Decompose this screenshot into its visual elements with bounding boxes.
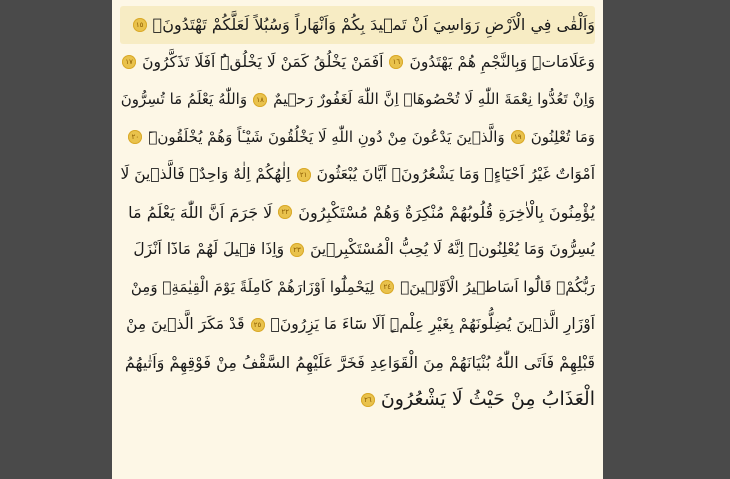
text-line[interactable] (120, 81, 595, 119)
verse-number-marker: ١٦ (389, 55, 403, 69)
verse-text: الْعَذَابُ مِنْ حَيْثُ لَا يَشْعُرُونَ (380, 388, 595, 410)
verse-number-marker: ٢٤ (380, 280, 394, 294)
verse-text: اَمْوَاتٌ غَيْرُ اَحْيَٓاءٍۚ وَمَا يَشْعُرُونَۙ اَيَّانَ يُبْعَثُونَ (316, 165, 595, 183)
verse-number-marker: ٢١ (297, 168, 311, 182)
verse-text: اِلٰهُكُمْ اِلٰهٌ وَاحِدٌۚ فَالَّذ۪ينَ لَا (120, 165, 291, 183)
verse-number-marker: ٢٣ (290, 243, 304, 257)
text-line[interactable] (120, 156, 595, 194)
text-line[interactable] (120, 269, 595, 307)
verse-number-marker: ١٨ (253, 93, 267, 107)
verse-text: اَفَمَنْ يَخْلُقُ كَمَنْ لَا يَخْلُقُۜ اَفَلَا تَذَكَّرُونَ (142, 52, 384, 71)
verse-text: يُسِرُّونَ وَمَا يُعْلِنُونَۜ اِنَّهُ لَا يُحِبُّ الْمُسْتَكْبِر۪ينَ (310, 240, 595, 258)
verse-number-marker: ١٧ (122, 55, 136, 69)
verse-text: وَمَا تُعْلِنُونَ (530, 127, 595, 146)
verse-text: اَوْزَارِ الَّذ۪ينَ يُضِلُّونَهُمْ بِغَيْرِ عِلْمٍۜ اَلَا سَٓاءَ مَا يَزِرُونَ۟ (270, 315, 595, 333)
text-line[interactable] (120, 194, 595, 232)
text-line-highlighted[interactable] (120, 6, 595, 44)
verse-text: وَاِنْ تَعُدُّوا نِعْمَةَ اللّٰهِ لَا تُحْصُوهَاۜ اِنَّ اللّٰهَ لَغَفُورٌ رَح۪يمٌ (273, 90, 595, 108)
text-line[interactable] (120, 119, 595, 157)
verse-text: وَاَلْقٰى فِي الْاَرْضِ رَوَاسِيَ اَنْ تَم۪يدَ بِكُمْ وَاَنْهَاراً وَسُبُلاً لَعَلَّكُمْ تَهْتَدُونَۙ (152, 15, 595, 34)
verse-text: لَا جَرَمَ اَنَّ اللّٰهَ يَعْلَمُ مَا (128, 202, 273, 222)
text-line[interactable] (120, 231, 595, 269)
verse-text: وَاللّٰهُ يَعْلَمُ مَا تُسِرُّونَ (120, 90, 248, 108)
verse-number-marker: ٢٥ (251, 318, 265, 332)
verse-text: وَعَلَامَاتٍۜ وَبِالنَّجْمِ هُمْ يَهْتَدُونَ (409, 52, 595, 71)
verse-text: وَاِذَا ق۪يلَ لَهُمْ مَاذَٓا اَنْزَلَ (133, 240, 285, 258)
verse-text: قَدْ مَكَرَ الَّذ۪ينَ مِنْ (126, 315, 245, 333)
verse-lines (120, 6, 595, 419)
verse-text: يُؤْمِنُونَ بِالْاٰخِرَةِ قُلُوبُهُمْ مُنْكِرَةٌ وَهُمْ مُسْتَكْبِرُونَ (298, 202, 595, 222)
text-line[interactable] (120, 306, 595, 344)
quran-page (112, 0, 603, 479)
verse-number-marker: ٢٦ (361, 393, 375, 407)
verse-text: وَالَّذ۪ينَ يَدْعُونَ مِنْ دُونِ اللّٰهِ لَا يَخْلُقُونَ شَيْـٔاً وَهُمْ يُخْلَقُونَۜ (148, 127, 505, 146)
text-line[interactable] (120, 381, 595, 419)
verse-number-marker: ١٩ (511, 130, 525, 144)
verse-text: رَبُّكُمْۙ قَالُٓوا اَسَاط۪يرُ الْاَوَّل۪ينَۙ (400, 277, 595, 296)
text-line[interactable] (120, 344, 595, 382)
verse-number-marker: ٢٢ (278, 205, 292, 219)
text-line[interactable] (120, 44, 595, 82)
verse-number-marker: ١٥ (133, 18, 147, 32)
verse-text: قَبْلِهِمْ فَاَتَى اللّٰهُ بُنْيَانَهُمْ مِنَ الْقَوَاعِدِ فَخَرَّ عَلَيْهِمُ السَّقْفُ مِنْ فَوْقِهِمْ وَاَتٰيهُمُ (124, 352, 595, 372)
verse-number-marker: ٢٠ (128, 130, 142, 144)
verse-text: لِيَحْمِلُٓوا اَوْزَارَهُمْ كَامِلَةً يَوْمَ الْقِيٰمَةِۙ وَمِنْ (130, 277, 375, 296)
